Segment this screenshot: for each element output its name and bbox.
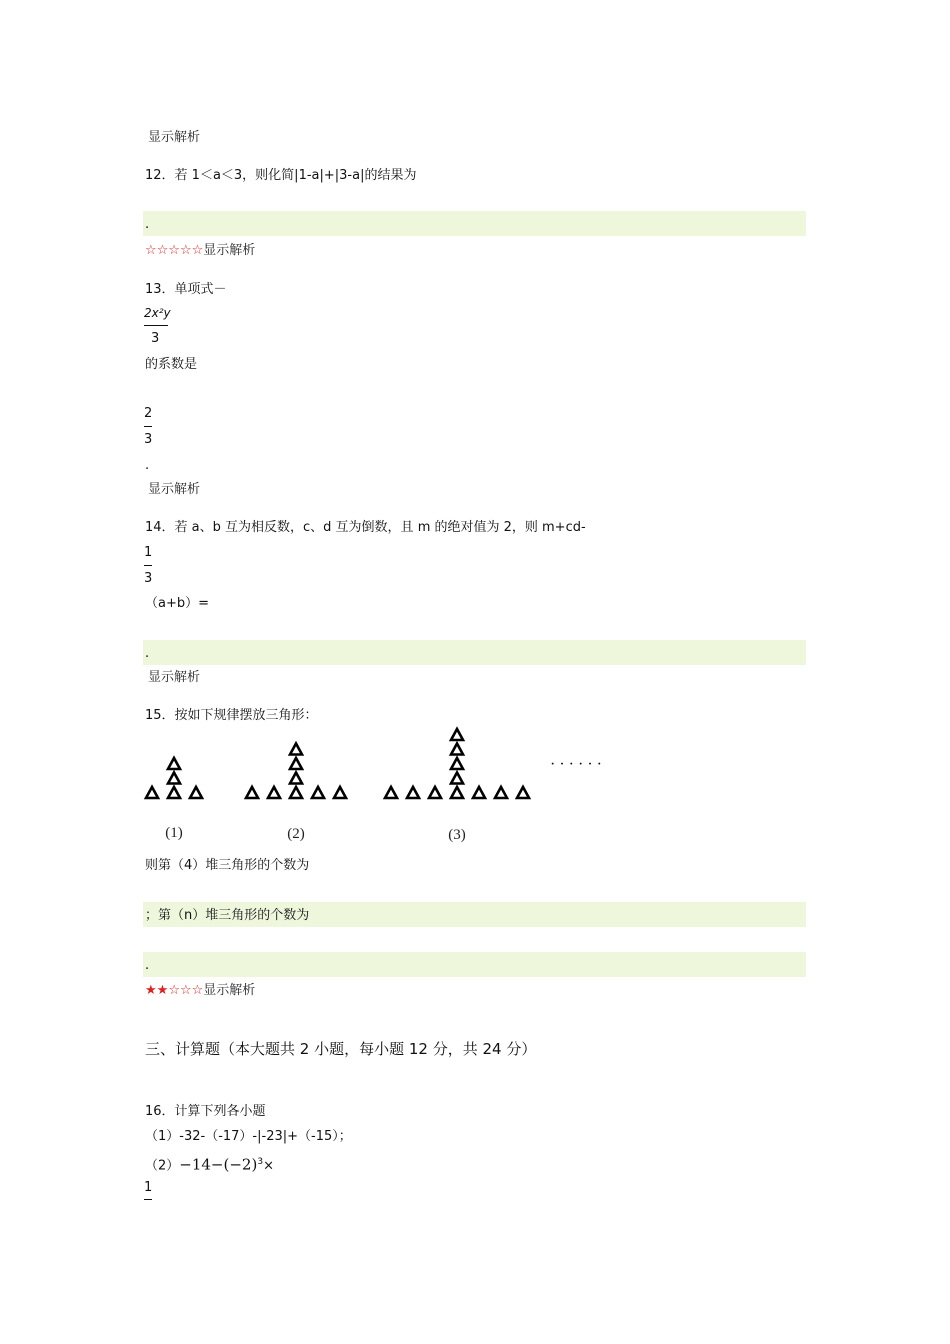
- answer-blank-text: ；第（n）堆三角形的个数为: [145, 908, 310, 923]
- question-13-tail: 的系数是: [145, 357, 198, 372]
- answer-fraction-bar: [144, 426, 152, 427]
- answer-blank-15a[interactable]: [143, 902, 806, 927]
- answer-blank-period: .: [145, 958, 150, 973]
- question-16-part1: （1）-32-（-17）-|-23|+（-15）；: [145, 1129, 352, 1144]
- answer-blank-14[interactable]: [143, 640, 806, 665]
- fraction-denominator: 3: [151, 331, 160, 346]
- show-analysis-link[interactable]: 显示解析: [148, 482, 201, 497]
- triangle-mark: [451, 773, 463, 784]
- question-12-stem: 12．若 1＜a＜3，则化简|1-a|+|3-a|的结果为: [145, 168, 417, 183]
- question-16-part2: [145, 1154, 274, 1174]
- triangle-mark: [385, 787, 397, 798]
- triangle-mark: [473, 787, 485, 798]
- question-13-stem: 13．单项式－: [145, 282, 227, 297]
- answer-fraction-numerator: 2: [144, 406, 153, 421]
- question-14-stem: 14．若 a、b 互为相反数，c、d 互为倒数，且 m 的绝对值为 2，则 m+cd-: [145, 520, 586, 535]
- triangle-mark: [517, 787, 529, 798]
- triangle-mark: [451, 787, 463, 798]
- triangle-mark: [168, 787, 180, 798]
- answer-period: .: [145, 458, 150, 473]
- triangle-mark: [334, 787, 346, 798]
- triangle-mark: [451, 744, 463, 755]
- answer-blank-15b[interactable]: [143, 952, 806, 977]
- difficulty-row-12: [145, 243, 255, 259]
- fraction-bar: [144, 565, 152, 566]
- triangle-mark: [268, 787, 280, 798]
- answer-blank-period: .: [145, 646, 150, 661]
- show-analysis-link[interactable]: 显示解析: [203, 243, 256, 258]
- triangle-mark: [290, 744, 302, 755]
- triangle-mark: [168, 758, 180, 769]
- section-3-title: 三、计算题（本大题共 2 小题，每小题 12 分，共 24 分）: [145, 1040, 537, 1058]
- fraction-numerator: 1: [144, 1180, 153, 1195]
- triangle-mark: [290, 758, 302, 769]
- show-analysis-link[interactable]: 显示解析: [148, 670, 201, 685]
- difficulty-stars-filled: ★★: [145, 983, 169, 998]
- part2-expression: −14−(−2): [179, 1155, 258, 1174]
- difficulty-row-15: [145, 983, 255, 999]
- triangle-mark: [246, 787, 258, 798]
- triangle-pattern-figure: [140, 722, 640, 848]
- answer-fraction-denominator: 3: [144, 432, 153, 447]
- triangle-mark: [168, 773, 180, 784]
- fraction-numerator: 2x²y: [144, 306, 171, 320]
- triangle-mark: [407, 787, 419, 798]
- difficulty-stars-empty: ☆☆☆: [168, 983, 204, 998]
- figure-label-1: (1): [165, 825, 183, 841]
- triangle-mark: [429, 787, 441, 798]
- fraction-numerator: 1: [144, 545, 153, 560]
- triangle-mark: [290, 773, 302, 784]
- triangle-mark: [451, 729, 463, 740]
- triangle-mark: [290, 787, 302, 798]
- question-15-line1: 则第（4）堆三角形的个数为: [145, 858, 310, 873]
- difficulty-stars: ☆☆☆☆☆: [145, 243, 204, 258]
- fraction-denominator: 3: [144, 571, 153, 586]
- question-14-tail: （a+b）=: [145, 596, 210, 611]
- part2-times: ×: [263, 1158, 274, 1174]
- triangle-mark: [146, 787, 158, 798]
- figure-label-2: (2): [287, 826, 305, 842]
- part2-exponent: 3: [257, 1157, 264, 1167]
- fraction-bar: [144, 325, 168, 326]
- answer-blank-period: .: [145, 217, 150, 232]
- ellipsis: · · · · · ·: [550, 756, 602, 773]
- show-analysis-link[interactable]: 显示解析: [148, 130, 201, 145]
- show-analysis-link[interactable]: 显示解析: [203, 983, 256, 998]
- answer-blank-12[interactable]: [143, 211, 806, 236]
- part2-prefix: （2）: [145, 1158, 180, 1174]
- triangle-mark: [190, 787, 202, 798]
- question-16-stem: 16．计算下列各小题: [145, 1104, 266, 1119]
- triangle-mark: [312, 787, 324, 798]
- triangle-mark: [451, 758, 463, 769]
- figure-label-3: (3): [448, 827, 466, 843]
- question-15-stem: 15．按如下规律摆放三角形：: [145, 708, 318, 723]
- fraction-bar: [144, 1199, 152, 1200]
- triangle-mark: [495, 787, 507, 798]
